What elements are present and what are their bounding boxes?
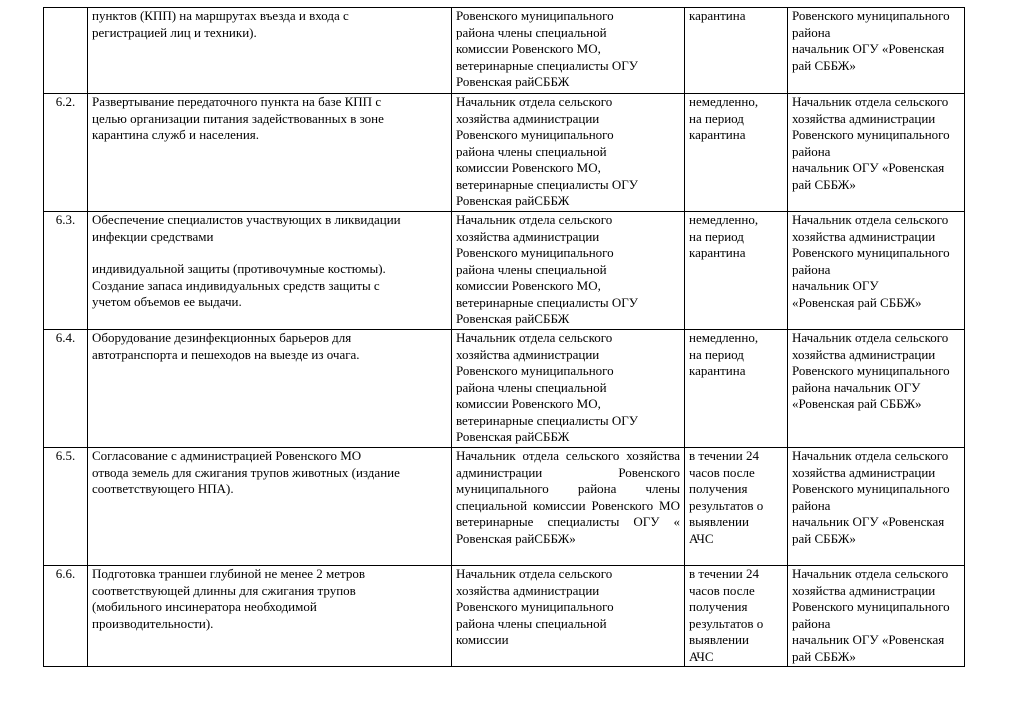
controller-cell: Начальник отдела сельского хозяйства администрации Ровенского муниципального района начальник ОГУ «Ровенская рай СББЖ» xyxy=(788,448,965,566)
task-cell: пунктов (КПП) на маршрутах въезда и входа с регистрацией лиц и техники). xyxy=(88,8,452,94)
row-number: 6.2. xyxy=(44,94,88,212)
row-number: 6.3. xyxy=(44,212,88,330)
table-row xyxy=(44,8,965,94)
task-cell: Подготовка траншеи глубиной не менее 2 метров соответствующей длинны для сжигания трупов (мобильного инсинератора необходимой производительности). xyxy=(88,566,452,667)
task-text-part-2: индивидуальной защиты (противочумные костюмы). Создание запаса индивидуальных средств защиты с учетом объемов ее выдачи. xyxy=(92,261,386,309)
measures-table xyxy=(43,7,965,667)
table-row xyxy=(44,94,965,212)
table-row xyxy=(44,566,965,667)
controller-cell: Начальник отдела сельского хозяйства администрации Ровенского муниципального района начальник ОГУ «Ровенская рай СББЖ» xyxy=(788,212,965,330)
row-number: 6.4. xyxy=(44,330,88,448)
row-number xyxy=(44,8,88,94)
executor-cell: Начальник отдела сельского хозяйства администрации Ровенского муниципального района члены специальной комиссии Ровенского МО ветеринарные специалисты ОГУ « Ровенская райСББЖ» xyxy=(452,448,685,566)
task-cell: Развертывание передаточного пункта на базе КПП с целью организации питания задействованных в зоне карантина служб и населения. xyxy=(88,94,452,212)
period-cell: немедленно, на период карантина xyxy=(685,330,788,448)
controller-cell: Ровенского муниципального района начальник ОГУ «Ровенская рай СББЖ» xyxy=(788,8,965,94)
executor-cell: Ровенского муниципального района члены специальной комиссии Ровенского МО, ветеринарные специалисты ОГУ Ровенская райСББЖ xyxy=(452,8,685,94)
task-cell: Согласование с администрацией Ровенского МО отвода земель для сжигания трупов животных (издание соответствующего НПА). xyxy=(88,448,452,566)
controller-cell: Начальник отдела сельского хозяйства администрации Ровенского муниципального района начальник ОГУ «Ровенская рай СББЖ» xyxy=(788,566,965,667)
task-text-part-1: Обеспечение специалистов участвующих в ликвидации инфекции средствами xyxy=(92,212,401,244)
task-cell: Оборудование дезинфекционных барьеров для автотранспорта и пешеходов на выезде из очага. xyxy=(88,330,452,448)
controller-cell: Начальник отдела сельского хозяйства администрации Ровенского муниципального района начальник ОГУ «Ровенская рай СББЖ» xyxy=(788,330,965,448)
executor-cell: Начальник отдела сельского хозяйства администрации Ровенского муниципального района члены специальной комиссии Ровенского МО, ветеринарные специалисты ОГУ Ровенская райСББЖ xyxy=(452,330,685,448)
executor-cell: Начальник отдела сельского хозяйства администрации Ровенского муниципального района члены специальной комиссии xyxy=(452,566,685,667)
table-row xyxy=(44,448,965,566)
table-row xyxy=(44,212,965,330)
period-cell: в течении 24 часов после получения результатов о выявлении АЧС xyxy=(685,566,788,667)
task-cell xyxy=(88,212,452,330)
row-number: 6.6. xyxy=(44,566,88,667)
executor-cell: Начальник отдела сельского хозяйства администрации Ровенского муниципального района члены специальной комиссии Ровенского МО, ветеринарные специалисты ОГУ Ровенская райСББЖ xyxy=(452,94,685,212)
table-row xyxy=(44,330,965,448)
period-cell: в течении 24 часов после получения результатов о выявлении АЧС xyxy=(685,448,788,566)
controller-cell: Начальник отдела сельского хозяйства администрации Ровенского муниципального района начальник ОГУ «Ровенская рай СББЖ» xyxy=(788,94,965,212)
executor-cell: Начальник отдела сельского хозяйства администрации Ровенского муниципального района члены специальной комиссии Ровенского МО, ветеринарные специалисты ОГУ Ровенская райСББЖ xyxy=(452,212,685,330)
period-cell: немедленно, на период карантина xyxy=(685,212,788,330)
period-cell: карантина xyxy=(685,8,788,94)
row-number: 6.5. xyxy=(44,448,88,566)
period-cell: немедленно, на период карантина xyxy=(685,94,788,212)
